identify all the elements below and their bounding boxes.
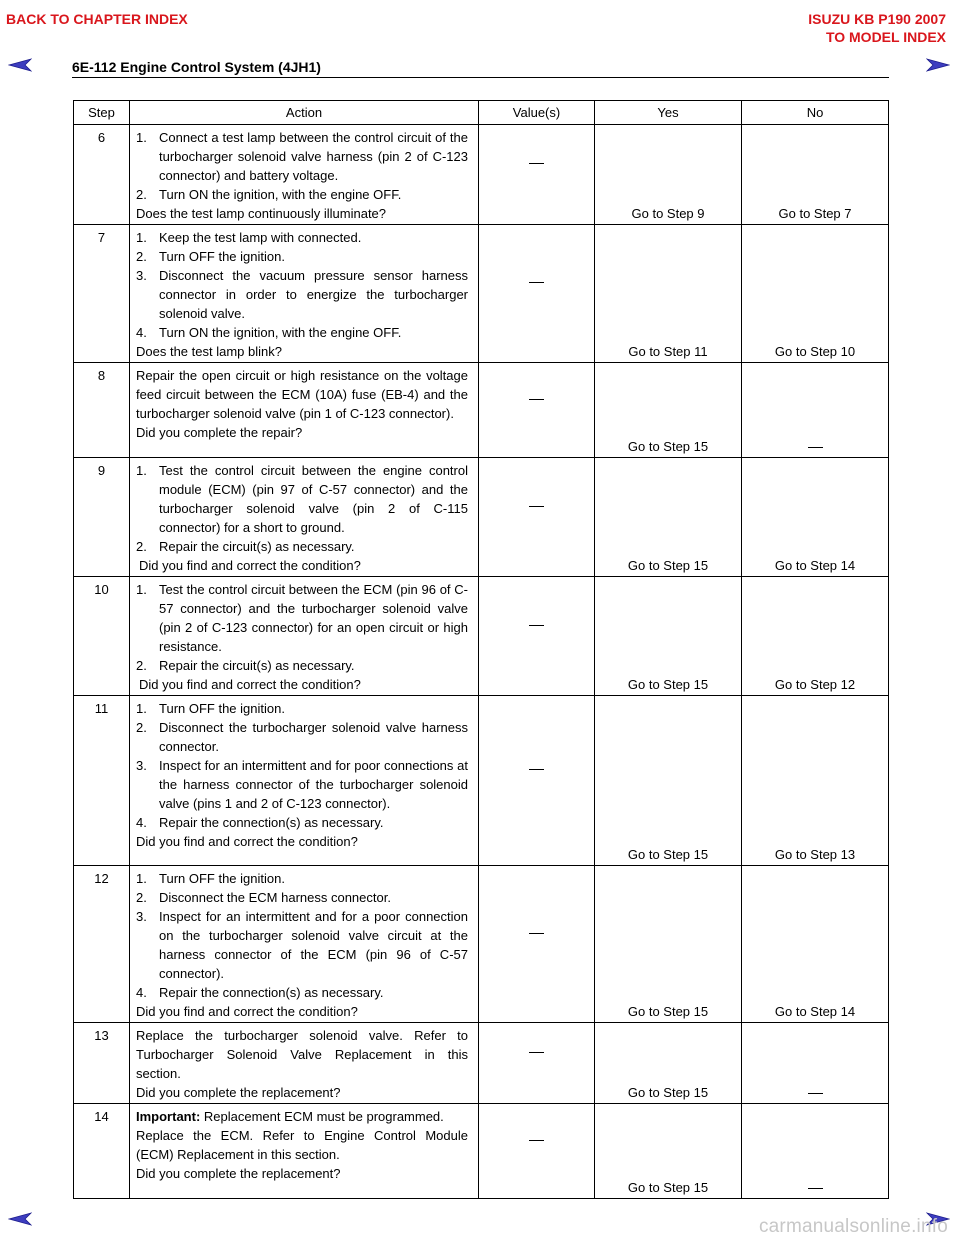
watermark: carmanualsonline.info — [758, 1216, 948, 1237]
action-question: Does the test lamp continuously illuminate? — [136, 206, 387, 221]
step-number: 10 — [74, 577, 130, 696]
action-item: 1. Turn OFF the ignition. — [136, 871, 285, 886]
no-cell: Go to Step 7 — [742, 125, 889, 225]
column-header-step: Step — [74, 101, 130, 125]
step-number: 6 — [74, 125, 130, 225]
action-cell — [130, 696, 479, 866]
step-number: 8 — [74, 363, 130, 458]
no-cell: Go to Step 13 — [742, 696, 889, 866]
step-number: 11 — [74, 696, 130, 866]
value-cell — [479, 1104, 595, 1199]
action-question: Did you complete the replacement? — [136, 1166, 341, 1181]
action-question: Did you find and correct the condition? — [139, 677, 361, 692]
value-dash — [529, 625, 544, 626]
step-number: 7 — [74, 225, 130, 363]
yes-cell: Go to Step 15 — [595, 363, 742, 458]
no-cell — [742, 1104, 889, 1199]
no-cell — [742, 363, 889, 458]
no-cell: Go to Step 10 — [742, 225, 889, 363]
value-dash — [529, 769, 544, 770]
action-item: 2. Repair the circuit(s) as necessary. — [136, 539, 355, 554]
value-cell — [479, 125, 595, 225]
value-cell — [479, 696, 595, 866]
no-dash — [808, 1188, 823, 1189]
action-text: Repair the open circuit or high resistance on the voltage feed circuit between the ECM (10A) fuse (EB-4) and the turbocharger solenoid valve (pin 1 of C-123 connector). — [136, 368, 468, 421]
action-item: 1. Test the control circuit between the ECM (pin 96 of C-57 connector) and the turbocharger solenoid valve (pin 2 of C-123 connector) for an open circuit or high resistance. — [136, 582, 468, 654]
action-item: 4. Repair the connection(s) as necessary. — [136, 815, 384, 830]
action-cell — [130, 1104, 479, 1199]
action-cell — [130, 866, 479, 1023]
action-text: Replace the turbocharger solenoid valve. Refer to Turbocharger Solenoid Valve Replacement in this section. — [136, 1028, 468, 1081]
previous-page-arrow-icon[interactable] — [8, 58, 32, 72]
column-header-yes: Yes — [595, 101, 742, 125]
model-title-link[interactable]: ISUZU KB P190 2007 — [808, 11, 946, 27]
action-cell — [130, 1023, 479, 1104]
action-item: 4. Repair the connection(s) as necessary. — [136, 985, 384, 1000]
value-dash — [529, 282, 544, 283]
action-item: 2. Repair the circuit(s) as necessary. — [136, 658, 355, 673]
action-item: 3. Inspect for an intermittent and for a poor connection on the turbocharger solenoid valve circuit at the harness connector of the ECM (pin 96 of C-57 connector). — [136, 909, 468, 981]
yes-cell: Go to Step 15 — [595, 458, 742, 577]
diagnostic-table — [73, 100, 889, 1199]
table-row — [74, 225, 889, 363]
step-number: 14 — [74, 1104, 130, 1199]
action-item: 1. Test the control circuit between the engine control module (ECM) (pin 97 of C-57 connector) and the turbocharger solenoid valve (pin 2 of C-115 connector) for a short to ground. — [136, 463, 468, 535]
step-number: 13 — [74, 1023, 130, 1104]
table-row — [74, 458, 889, 577]
yes-cell: Go to Step 15 — [595, 696, 742, 866]
yes-cell: Go to Step 15 — [595, 1023, 742, 1104]
to-model-index-link[interactable]: TO MODEL INDEX — [825, 29, 946, 45]
action-cell — [130, 577, 479, 696]
next-page-arrow-icon[interactable] — [926, 58, 950, 72]
action-item: 2. Disconnect the ECM harness connector. — [136, 890, 391, 905]
important-note — [136, 1107, 468, 1126]
no-dash — [808, 447, 823, 448]
step-number: 9 — [74, 458, 130, 577]
table-row — [74, 125, 889, 225]
value-dash — [529, 1052, 544, 1053]
action-cell — [130, 225, 479, 363]
page-title: 6E-112 Engine Control System (4JH1) — [72, 59, 321, 75]
important-text: Replacement ECM must be programmed. — [203, 1109, 444, 1124]
yes-cell: Go to Step 15 — [595, 1104, 742, 1199]
action-item: 2. Turn ON the ignition, with the engine OFF. — [136, 187, 402, 202]
value-cell — [479, 866, 595, 1023]
column-header-action: Action — [130, 101, 479, 125]
yes-cell: Go to Step 15 — [595, 577, 742, 696]
action-item: 2. Turn OFF the ignition. — [136, 249, 285, 264]
action-item: 3. Disconnect the vacuum pressure sensor harness connector in order to energize the turbocharger solenoid valve. — [136, 268, 468, 321]
back-to-chapter-index-link[interactable]: BACK TO CHAPTER INDEX — [6, 11, 188, 27]
action-item: 3. Inspect for an intermittent and for poor connections at the harness connector of the turbocharger solenoid valve (pins 1 and 2 of C-123 connector). — [136, 758, 468, 811]
column-header-no: No — [742, 101, 889, 125]
value-cell — [479, 225, 595, 363]
action-question: Did you find and correct the condition? — [136, 1004, 358, 1019]
table-row — [74, 363, 889, 458]
table-row — [74, 1023, 889, 1104]
table-row — [74, 866, 889, 1023]
no-cell: Go to Step 12 — [742, 577, 889, 696]
value-cell — [479, 363, 595, 458]
value-dash — [529, 163, 544, 164]
value-cell — [479, 1023, 595, 1104]
no-cell: Go to Step 14 — [742, 458, 889, 577]
no-dash — [808, 1093, 823, 1094]
important-label: Important: — [136, 1109, 201, 1124]
yes-cell: Go to Step 9 — [595, 125, 742, 225]
action-text: Replace the ECM. Refer to Engine Control Module (ECM) Replacement in this section. — [136, 1128, 468, 1162]
action-question: Did you find and correct the condition? — [139, 558, 361, 573]
action-item: 1. Connect a test lamp between the control circuit of the turbocharger solenoid valve harness (pin 2 of C-123 connector) and battery voltage. — [136, 130, 468, 183]
action-question: Did you complete the repair? — [136, 425, 303, 440]
action-cell — [130, 363, 479, 458]
step-number: 12 — [74, 866, 130, 1023]
action-item: 2. Disconnect the turbocharger solenoid valve harness connector. — [136, 720, 468, 754]
value-cell — [479, 458, 595, 577]
header-divider — [72, 77, 889, 78]
table-row — [74, 1104, 889, 1199]
action-cell — [130, 458, 479, 577]
column-header-values: Value(s) — [479, 101, 595, 125]
value-dash — [529, 1140, 544, 1141]
action-question: Does the test lamp blink? — [136, 344, 282, 359]
value-dash — [529, 933, 544, 934]
yes-cell: Go to Step 11 — [595, 225, 742, 363]
table-header-row — [74, 101, 889, 125]
value-cell — [479, 577, 595, 696]
action-item: 4. Turn ON the ignition, with the engine OFF. — [136, 325, 402, 340]
no-cell — [742, 1023, 889, 1104]
action-item: 1. Turn OFF the ignition. — [136, 701, 285, 716]
value-dash — [529, 506, 544, 507]
table-row — [74, 696, 889, 866]
value-dash — [529, 399, 544, 400]
action-question: Did you find and correct the condition? — [136, 834, 358, 849]
action-item: 1. Keep the test lamp with connected. — [136, 230, 362, 245]
no-cell: Go to Step 14 — [742, 866, 889, 1023]
previous-page-arrow-icon-bottom[interactable] — [8, 1212, 32, 1226]
action-question: Did you complete the replacement? — [136, 1085, 341, 1100]
action-cell — [130, 125, 479, 225]
yes-cell: Go to Step 15 — [595, 866, 742, 1023]
table-row — [74, 577, 889, 696]
